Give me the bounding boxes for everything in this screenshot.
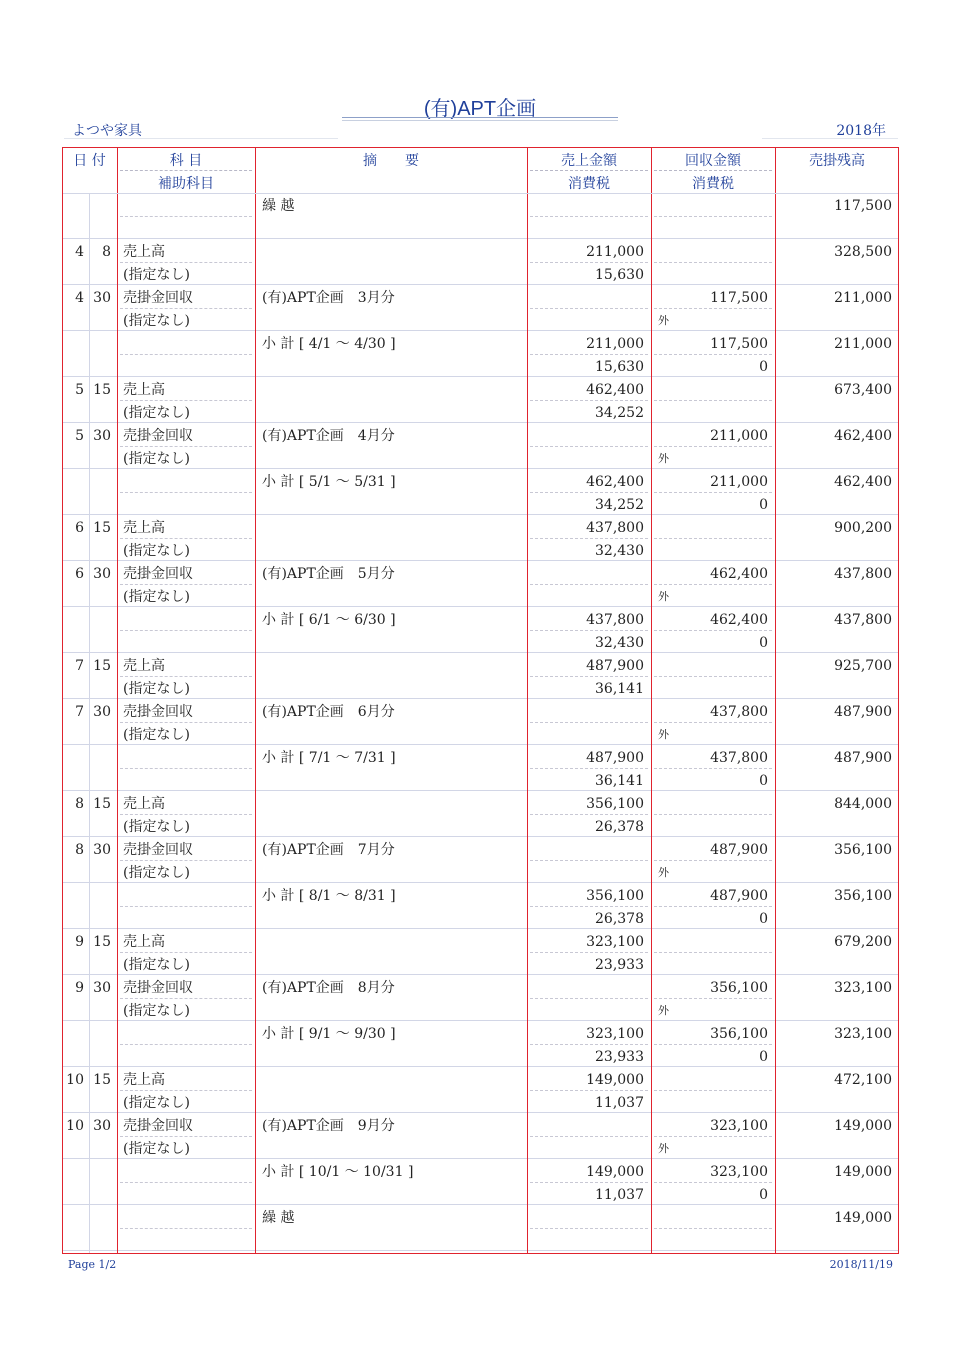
row-sub-account: (指定なし) [123,405,190,421]
row-sales: 323,100 [586,1026,644,1042]
row-sales-tax: 36,141 [595,773,644,789]
row-description: (有)APT企画 7月分 [262,842,395,858]
row-account: 売上高 [123,934,165,950]
print-date: 2018/11/19 [829,1258,893,1271]
row-day: 30 [93,842,111,858]
row-account: 売掛金回収 [123,566,193,582]
row-balance: 437,800 [834,566,892,582]
ledger-table [62,147,899,1254]
row-balance: 487,900 [834,750,892,766]
header-description: 摘 要 [363,153,419,169]
row-sub-account: (指定なし) [123,543,190,559]
row-day: 15 [93,520,111,536]
row-description: 小 計 [ 8/1 ～ 8/31 ] [262,888,396,904]
row-balance: 900,200 [834,520,892,536]
row-description: 繰 越 [262,198,295,214]
row-collected-tax: 0 [759,1187,768,1203]
row-collected-tax: 0 [759,1049,768,1065]
row-account: 売上高 [123,382,165,398]
year-label: 2018年 [836,123,886,139]
row-month: 10 [66,1072,84,1088]
row-account: 売上高 [123,1072,165,1088]
row-sales: 487,900 [586,658,644,674]
row-collected-tax: 外 [658,1142,669,1155]
row-balance: 149,000 [834,1118,892,1134]
row-day: 30 [93,428,111,444]
row-collected: 356,100 [710,980,768,996]
row-sales: 437,800 [586,520,644,536]
row-collected: 437,800 [710,704,768,720]
row-month: 9 [75,980,84,996]
row-description: (有)APT企画 8月分 [262,980,395,996]
row-month: 7 [75,658,84,674]
row-sub-account: (指定なし) [123,1003,190,1019]
row-collected-tax: 0 [759,773,768,789]
row-sales: 437,800 [586,612,644,628]
row-month: 7 [75,704,84,720]
row-balance: 323,100 [834,1026,892,1042]
client-name: よつや家具 [72,123,142,139]
header-collected-tax: 消費税 [692,176,734,192]
row-balance: 117,500 [834,198,892,214]
year-underline [762,138,898,139]
row-sales-tax: 34,252 [595,497,644,513]
header-date: 日 付 [73,153,106,169]
row-account: 売掛金回収 [123,980,193,996]
row-sales: 356,100 [586,888,644,904]
row-sub-account: (指定なし) [123,267,190,283]
header-collected: 回収金額 [685,153,741,169]
row-sales: 211,000 [586,336,644,352]
row-sales-tax: 11,037 [595,1187,644,1203]
row-description: (有)APT企画 4月分 [262,428,395,444]
header-sales-tax: 消費税 [568,176,610,192]
row-balance: 211,000 [834,336,892,352]
row-sales: 487,900 [586,750,644,766]
row-sub-account: (指定なし) [123,681,190,697]
row-description: 繰 越 [262,1210,295,1226]
row-month: 10 [66,1118,84,1134]
row-day: 30 [93,980,111,996]
row-sales: 149,000 [586,1072,644,1088]
row-day: 15 [93,382,111,398]
row-month: 5 [75,428,84,444]
document-title: (有)APT企画 [423,98,537,120]
row-account: 売掛金回収 [123,1118,193,1134]
title-underline-2 [342,120,618,121]
header-sub-account: 補助科目 [158,176,214,192]
row-day: 15 [93,1072,111,1088]
row-balance: 679,200 [834,934,892,950]
row-sub-account: (指定なし) [123,819,190,835]
row-collected: 117,500 [710,336,768,352]
row-sales-tax: 11,037 [595,1095,644,1111]
table-frame [62,147,899,1254]
row-collected: 437,800 [710,750,768,766]
row-day: 8 [102,244,111,260]
row-balance: 149,000 [834,1164,892,1180]
row-sub-account: (指定なし) [123,589,190,605]
row-sales-tax: 32,430 [595,543,644,559]
row-sub-account: (指定なし) [123,1095,190,1111]
row-sub-account: (指定なし) [123,451,190,467]
row-day: 30 [93,566,111,582]
row-balance: 356,100 [834,888,892,904]
row-balance: 487,900 [834,704,892,720]
row-collected: 487,900 [710,888,768,904]
row-collected-tax: 外 [658,728,669,741]
row-month: 8 [75,796,84,812]
row-collected: 117,500 [710,290,768,306]
row-description: (有)APT企画 3月分 [262,290,395,306]
row-collected-tax: 0 [759,911,768,927]
row-balance: 925,700 [834,658,892,674]
row-account: 売上高 [123,520,165,536]
row-collected-tax: 0 [759,359,768,375]
row-balance: 328,500 [834,244,892,260]
row-account: 売掛金回収 [123,428,193,444]
row-balance: 356,100 [834,842,892,858]
row-account: 売上高 [123,658,165,674]
row-sales: 356,100 [586,796,644,812]
row-balance: 673,400 [834,382,892,398]
row-sales-tax: 23,933 [595,957,644,973]
row-sales-tax: 15,630 [595,359,644,375]
row-collected: 356,100 [710,1026,768,1042]
row-balance: 149,000 [834,1210,892,1226]
row-month: 4 [75,244,84,260]
row-balance: 472,100 [834,1072,892,1088]
header-account: 科 目 [169,153,203,169]
row-sales: 462,400 [586,382,644,398]
row-sales: 323,100 [586,934,644,950]
row-month: 9 [75,934,84,950]
row-description: 小 計 [ 6/1 ～ 6/30 ] [262,612,396,628]
row-account: 売上高 [123,244,165,260]
row-day: 30 [93,704,111,720]
row-collected-tax: 外 [658,590,669,603]
row-day: 15 [93,796,111,812]
row-account: 売掛金回収 [123,842,193,858]
row-collected-tax: 外 [658,866,669,879]
row-sales-tax: 23,933 [595,1049,644,1065]
row-sub-account: (指定なし) [123,1141,190,1157]
row-sales-tax: 34,252 [595,405,644,421]
row-collected-tax: 外 [658,452,669,465]
row-account: 売上高 [123,796,165,812]
row-month: 8 [75,842,84,858]
row-sub-account: (指定なし) [123,727,190,743]
row-day: 15 [93,658,111,674]
row-collected: 211,000 [710,474,768,490]
row-collected: 462,400 [710,612,768,628]
row-sales-tax: 32,430 [595,635,644,651]
row-day: 15 [93,934,111,950]
row-month: 6 [75,566,84,582]
row-balance: 844,000 [834,796,892,812]
row-sales-tax: 36,141 [595,681,644,697]
row-sub-account: (指定なし) [123,313,190,329]
row-sales-tax: 15,630 [595,267,644,283]
client-underline [64,138,338,139]
page-number: Page 1/2 [68,1258,117,1271]
row-month: 6 [75,520,84,536]
row-sales-tax: 26,378 [595,911,644,927]
header-balance: 売掛残高 [809,153,865,169]
row-sub-account: (指定なし) [123,865,190,881]
row-collected: 487,900 [710,842,768,858]
row-day: 30 [93,1118,111,1134]
row-collected-tax: 外 [658,1004,669,1017]
row-description: (有)APT企画 5月分 [262,566,395,582]
row-description: 小 計 [ 4/1 ～ 4/30 ] [262,336,396,352]
row-collected-tax: 0 [759,635,768,651]
row-collected: 462,400 [710,566,768,582]
row-collected: 211,000 [710,428,768,444]
row-collected-tax: 0 [759,497,768,513]
row-sales: 149,000 [586,1164,644,1180]
row-account: 売掛金回収 [123,704,193,720]
row-balance: 323,100 [834,980,892,996]
row-description: (有)APT企画 6月分 [262,704,395,720]
row-sales-tax: 26,378 [595,819,644,835]
row-description: (有)APT企画 9月分 [262,1118,395,1134]
row-collected-tax: 外 [658,314,669,327]
row-balance: 211,000 [834,290,892,306]
row-description: 小 計 [ 9/1 ～ 9/30 ] [262,1026,396,1042]
row-sales: 462,400 [586,474,644,490]
row-collected: 323,100 [710,1118,768,1134]
row-day: 30 [93,290,111,306]
row-description: 小 計 [ 5/1 ～ 5/31 ] [262,474,396,490]
row-balance: 462,400 [834,474,892,490]
row-balance: 437,800 [834,612,892,628]
row-sales: 211,000 [586,244,644,260]
row-description: 小 計 [ 7/1 ～ 7/31 ] [262,750,396,766]
row-month: 4 [75,290,84,306]
row-account: 売掛金回収 [123,290,193,306]
row-collected: 323,100 [710,1164,768,1180]
row-balance: 462,400 [834,428,892,444]
title-underline [342,117,618,118]
row-description: 小 計 [ 10/1 ～ 10/31 ] [262,1164,414,1180]
row-month: 5 [75,382,84,398]
header-sales: 売上金額 [561,153,617,169]
row-sub-account: (指定なし) [123,957,190,973]
